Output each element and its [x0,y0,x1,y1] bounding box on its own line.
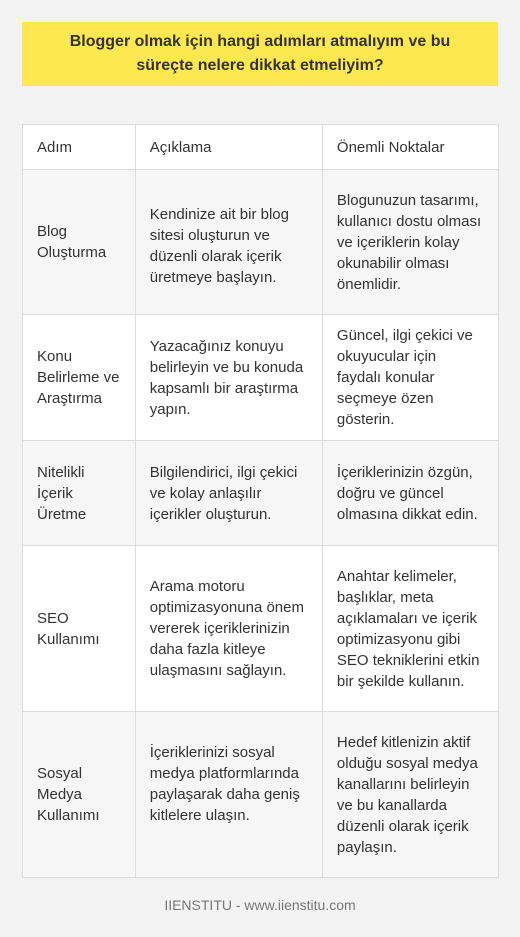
cell-step: Konu Belirleme ve Araştırma [23,315,136,441]
table-row [23,712,499,878]
cell-notes: Hedef kitlenizin aktif olduğu sosyal medya kanallarını belirleyin ve bu kanallarda düzenli olarak içerik paylaşın. [322,712,498,878]
table-row [23,546,499,712]
table-header-row [23,125,499,170]
steps-table [22,124,499,878]
table-row [23,170,499,315]
header-description: Açıklama [135,125,322,170]
cell-description: Bilgilendirici, ilgi çekici ve kolay anlaşılır içerikler oluşturun. [135,441,322,546]
cell-step: Nitelikli İçerik Üretme [23,441,136,546]
cell-notes: Anahtar kelimeler, başlıklar, meta açıklamaları ve içerik optimizasyonu gibi SEO tekniklerini etkin bir şekilde kullanın. [322,546,498,712]
footer-credit: IIENSTITU - www.iienstitu.com [164,897,356,913]
cell-description: Yazacağınız konuyu belirleyin ve bu konuda kapsamlı bir araştırma yapın. [135,315,322,441]
cell-notes: İçeriklerinizin özgün, doğru ve güncel olmasına dikkat edin. [322,441,498,546]
cell-description: Kendinize ait bir blog sitesi oluşturun ve düzenli olarak içerik üretmeye başlayın. [135,170,322,315]
cell-description: İçeriklerinizi sosyal medya platformlarında paylaşarak daha geniş kitlelere ulaşın. [135,712,322,878]
table-row [23,315,499,441]
cell-step: SEO Kullanımı [23,546,136,712]
table-row [23,441,499,546]
cell-description: Arama motoru optimizasyonuna önem vererek içeriklerinizin daha fazla kitleye ulaşmasını sağlayın. [135,546,322,712]
header-notes: Önemli Noktalar [322,125,498,170]
cell-step: Blog Oluşturma [23,170,136,315]
cell-notes: Blogunuzun tasarımı, kullanıcı dostu olması ve içeriklerin kolay okunabilir olması önemlidir. [322,170,498,315]
cell-step: Sosyal Medya Kullanımı [23,712,136,878]
cell-notes: Güncel, ilgi çekici ve okuyucular için faydalı konular seçmeye özen gösterin. [322,315,498,441]
page-title: Blogger olmak için hangi adımları atmalıyım ve bu süreçte nelere dikkat etmeliyim? [22,22,498,86]
header-step: Adım [23,125,136,170]
